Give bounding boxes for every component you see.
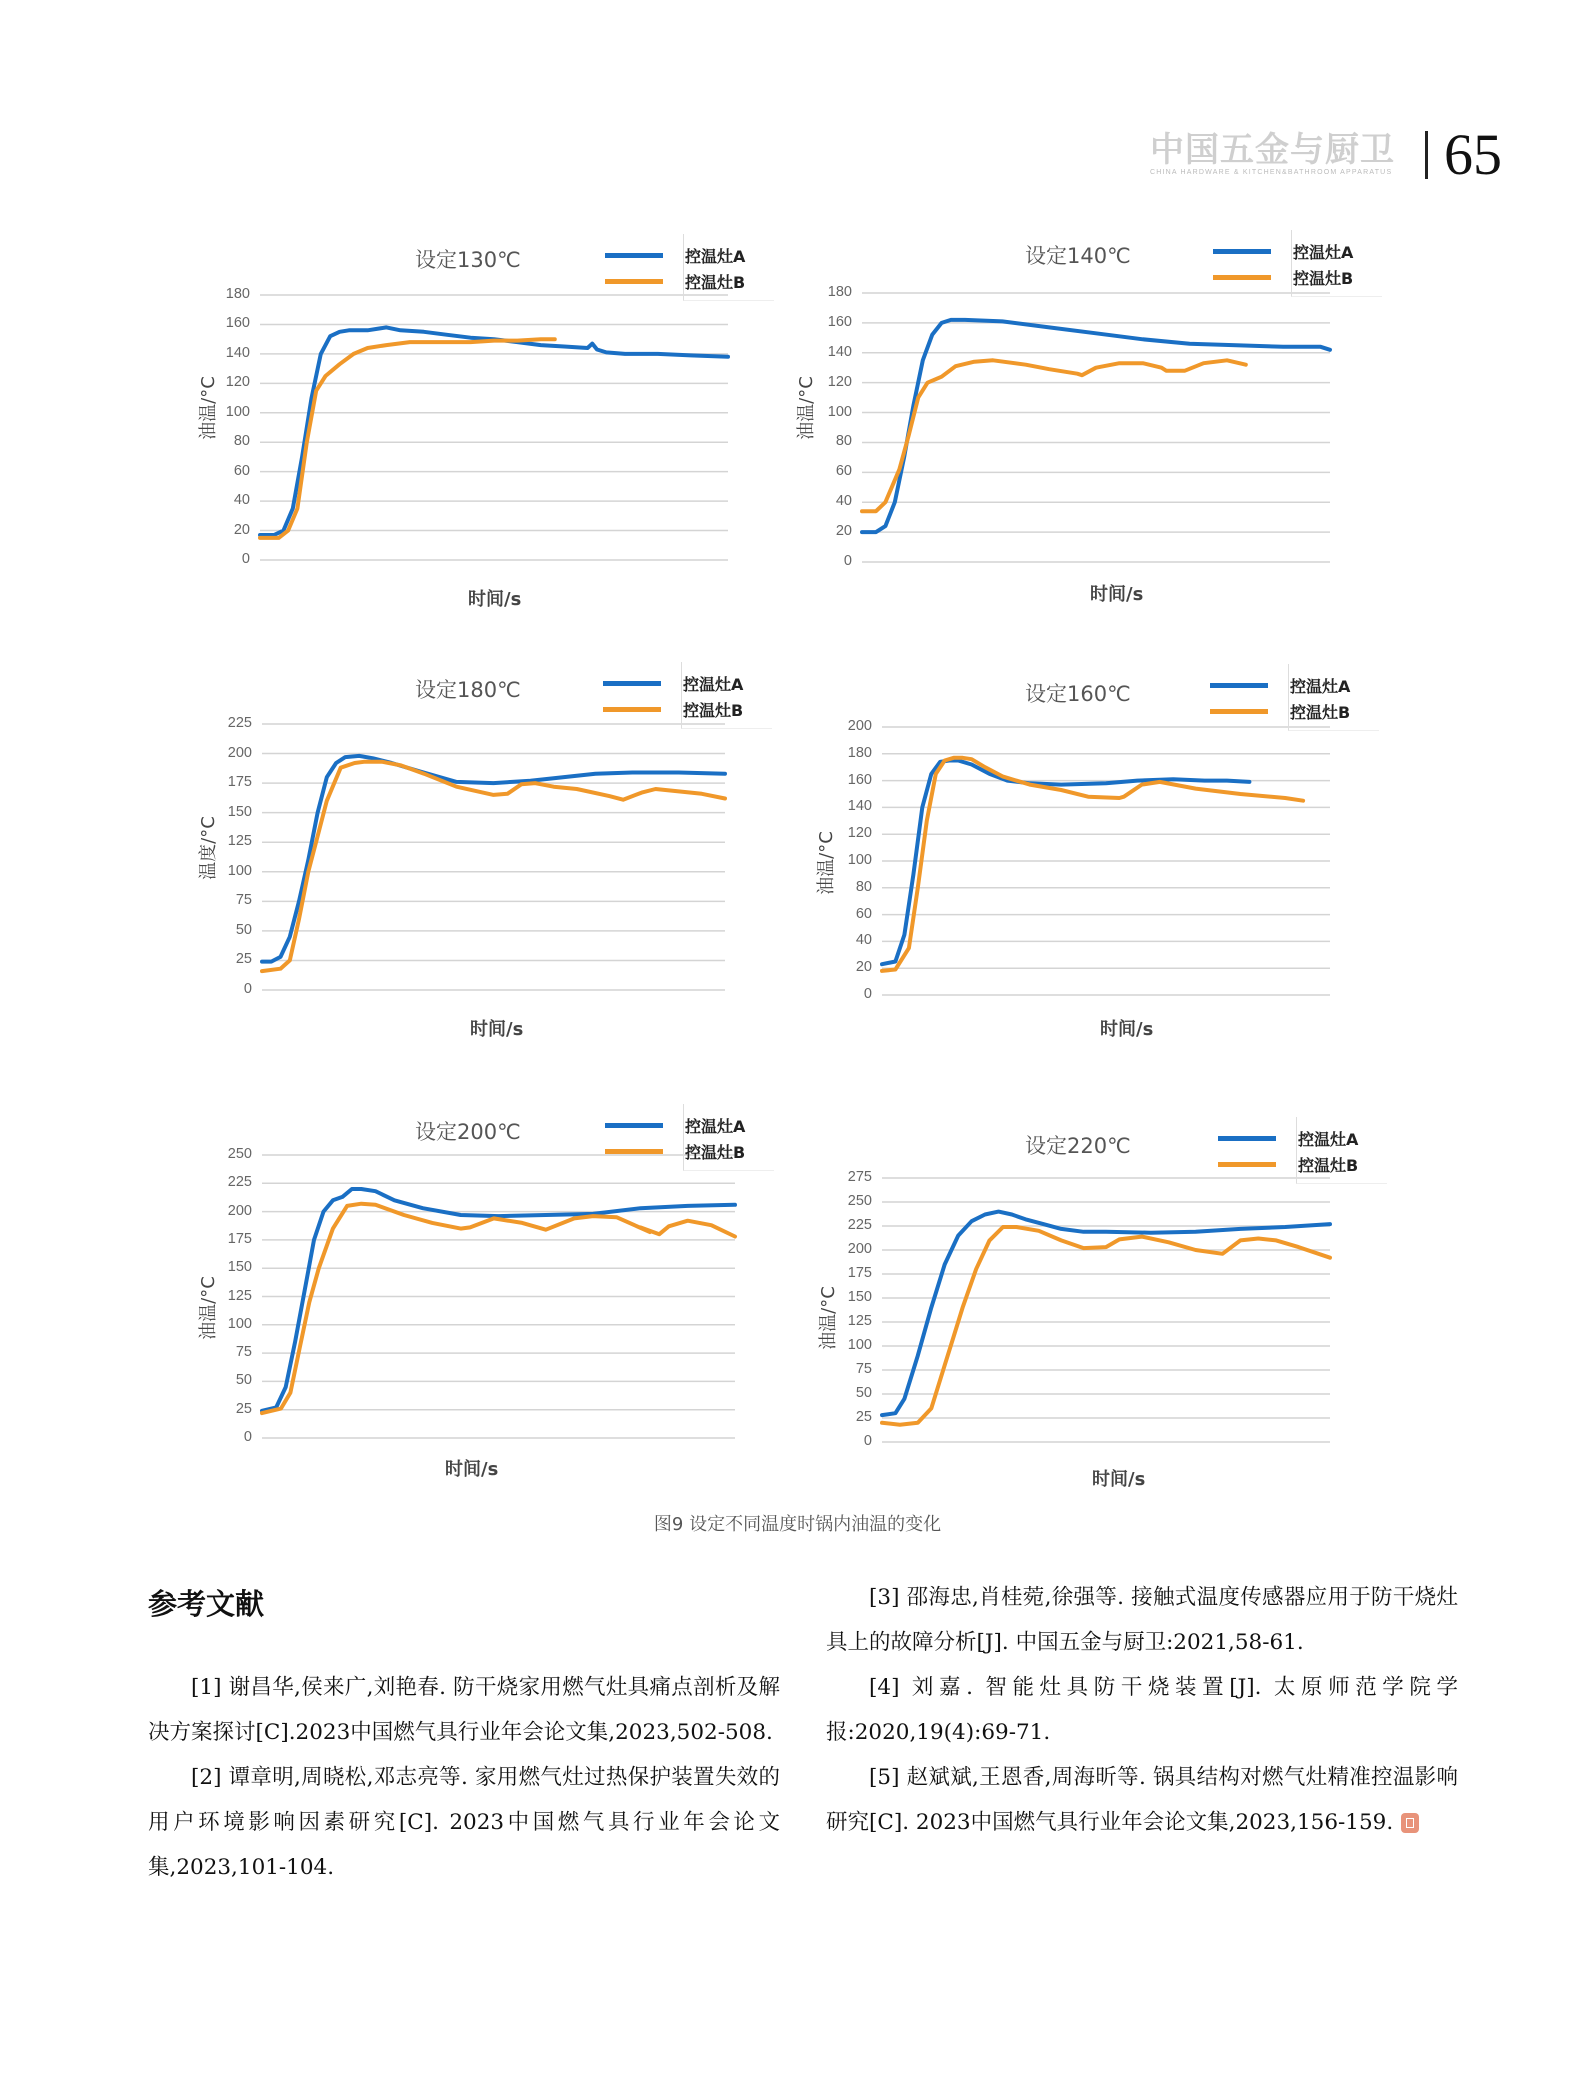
y-tick-label: 200: [847, 718, 872, 734]
y-tick-label: 140: [225, 344, 250, 361]
y-tick-label: 100: [827, 403, 852, 420]
y-tick-label: 180: [225, 286, 250, 302]
y-tick-label: 120: [225, 374, 250, 391]
y-tick-label: 100: [227, 1315, 252, 1332]
y-tick-label: 200: [847, 1241, 872, 1257]
legend-item-a: [605, 242, 745, 268]
chart-title: 设定130℃: [415, 248, 521, 272]
legend-item-b: [1218, 1151, 1358, 1177]
y-tick-label: 0: [843, 553, 852, 569]
y-axis-label: 温度/°C: [198, 816, 219, 880]
y-tick-label: 160: [225, 315, 250, 332]
legend-label: 控温灶B: [1293, 268, 1354, 288]
y-tick-label: 120: [827, 373, 852, 390]
x-axis-label: 时间/s: [470, 1019, 524, 1040]
legend-item-b: [1210, 698, 1350, 724]
legend-swatch-icon: [1210, 709, 1268, 714]
legend-label: 控温灶A: [683, 674, 744, 694]
legend-swatch-icon: [605, 279, 663, 284]
chart-title: 设定140℃: [1025, 244, 1131, 268]
chart-legend: [1213, 238, 1353, 290]
y-tick-label: 25: [235, 1400, 252, 1417]
y-axis-label: 油温/°C: [816, 831, 837, 895]
x-axis-label: 时间/s: [1090, 584, 1144, 605]
legend-label: 控温灶A: [685, 1116, 746, 1136]
legend-item-a: [603, 670, 743, 696]
y-axis-label: 油温/°C: [198, 376, 219, 440]
y-tick-label: 0: [243, 981, 252, 997]
y-tick-label: 60: [855, 905, 872, 922]
y-tick-label: 160: [827, 313, 852, 330]
legend-swatch-icon: [603, 707, 661, 712]
reference-item: [1] 谢昌华,侯来广,刘艳春. 防干烧家用燃气灶具痛点剖析及解决方案探讨[C].2023中国燃气具行业年会论文集,2023,502-508.: [148, 1675, 780, 1745]
reference-item: [4] 刘嘉. 智能灶具防干烧装置[J]. 太原师范学院学报:2020,19(4):69-71.: [826, 1675, 1458, 1745]
y-tick-label: 20: [233, 521, 250, 538]
series-a-line: [260, 327, 728, 535]
chart-plot-area: [200, 670, 800, 1070]
legend-label: 控温灶B: [685, 1142, 746, 1162]
y-tick-label: 140: [827, 343, 852, 360]
legend-label: 控温灶B: [683, 700, 744, 720]
y-tick-label: 150: [847, 1289, 872, 1305]
y-tick-label: 225: [227, 715, 252, 731]
y-tick-label: 160: [847, 771, 872, 788]
y-tick-label: 0: [241, 551, 250, 567]
y-tick-label: 40: [855, 932, 872, 949]
y-tick-label: 100: [227, 862, 252, 879]
legend-label: 控温灶A: [1298, 1129, 1359, 1149]
series-a-line: [862, 320, 1330, 532]
legend-item-a: [605, 1112, 745, 1138]
reference-item: [3] 邵海忠,肖桂菀,徐强等. 接触式温度传感器应用于防干烧灶具上的故障分析[J]. 中国五金与厨卫:2021,58-61.: [826, 1585, 1458, 1655]
y-tick-label: 175: [227, 1230, 252, 1247]
y-tick-label: 80: [855, 878, 872, 895]
y-tick-label: 0: [863, 1433, 872, 1449]
y-tick-label: 40: [233, 492, 250, 509]
legend-label: 控温灶B: [685, 272, 746, 292]
legend-swatch-icon: [1213, 275, 1271, 280]
legend-swatch-icon: [605, 253, 663, 258]
chart-200: [200, 1110, 800, 1510]
y-tick-label: 80: [835, 433, 852, 450]
legend-swatch-icon: [1213, 249, 1271, 254]
legend-item-b: [1213, 264, 1353, 290]
y-tick-label: 100: [847, 852, 872, 868]
legend-swatch-icon: [605, 1123, 663, 1128]
legend-label: 控温灶A: [1290, 676, 1351, 696]
y-tick-label: 225: [227, 1174, 252, 1191]
y-tick-label: 140: [847, 798, 872, 815]
legend-item-b: [605, 1138, 745, 1164]
y-tick-label: 75: [235, 1344, 252, 1361]
reference-text: [5] 赵斌斌,王恩香,周海昕等. 锅具结构对燃气灶精准控温影响研究[C]. 2023中国燃气具行业年会论文集,2023,156-159.: [826, 1765, 1458, 1835]
brand-name-en: CHINA HARDWARE & KITCHEN&BATHROOM APPARATUS: [1150, 169, 1393, 176]
y-tick-label: 200: [227, 744, 252, 761]
references-left-column: [148, 1665, 780, 1890]
y-tick-label: 100: [847, 1337, 872, 1353]
y-tick-label: 120: [847, 825, 872, 842]
y-tick-label: 0: [243, 1429, 252, 1445]
x-axis-label: 时间/s: [1092, 1469, 1146, 1490]
legend-swatch-icon: [1210, 683, 1268, 688]
legend-label: 控温灶A: [685, 246, 746, 266]
y-tick-label: 225: [847, 1217, 872, 1233]
legend-swatch-icon: [603, 681, 661, 686]
y-tick-label: 125: [227, 833, 252, 850]
legend-label: 控温灶B: [1298, 1155, 1359, 1175]
figure-caption: 图9 设定不同温度时锅内油温的变化: [653, 1514, 942, 1535]
y-tick-label: 60: [233, 462, 250, 479]
reference-item: [2] 谭章明,周晓松,邓志亮等. 家用燃气灶过热保护装置失效的用户环境影响因素研究[C]. 2023中国燃气具行业年会论文集,2023,101-104.: [148, 1765, 780, 1880]
y-tick-label: 20: [855, 959, 872, 976]
chart-180: [200, 670, 800, 1070]
series-b-line: [262, 762, 725, 971]
chart-legend: [1210, 672, 1350, 724]
chart-title: 设定180℃: [415, 678, 521, 702]
y-tick-label: 200: [227, 1202, 252, 1219]
legend-item-b: [603, 696, 743, 722]
chart-legend: [605, 1112, 745, 1164]
y-tick-label: 80: [233, 433, 250, 450]
chart-legend: [1218, 1125, 1358, 1177]
brand-name-cn: 中国五金与厨卫: [1150, 130, 1395, 170]
y-tick-label: 100: [225, 403, 250, 420]
y-tick-label: 0: [863, 986, 872, 1002]
references-right-column: [826, 1575, 1458, 1845]
chart-title: 设定220℃: [1025, 1134, 1131, 1158]
y-tick-label: 125: [847, 1313, 872, 1329]
references-heading: 参考文献: [148, 1587, 265, 1621]
y-tick-label: 150: [227, 1259, 252, 1276]
y-axis-label: 油温/°C: [796, 376, 817, 440]
y-tick-label: 20: [835, 523, 852, 540]
y-tick-label: 250: [227, 1146, 252, 1162]
legend-swatch-icon: [1218, 1136, 1276, 1141]
y-tick-label: 275: [847, 1169, 872, 1185]
x-axis-label: 时间/s: [1100, 1019, 1154, 1040]
y-tick-label: 75: [235, 892, 252, 909]
y-tick-label: 50: [235, 921, 252, 938]
y-tick-label: 125: [227, 1287, 252, 1304]
journal-header: [1150, 122, 1502, 187]
y-tick-label: 180: [827, 284, 852, 300]
y-tick-label: 250: [847, 1193, 872, 1209]
y-tick-label: 75: [855, 1361, 872, 1377]
y-tick-label: 60: [835, 463, 852, 480]
header-divider: [1425, 131, 1428, 179]
legend-item-a: [1210, 672, 1350, 698]
chart-140: [796, 240, 1400, 640]
page-number: 65: [1444, 122, 1502, 187]
chart-title: 设定160℃: [1025, 682, 1131, 706]
x-axis-label: 时间/s: [468, 589, 522, 610]
legend-item-b: [605, 268, 745, 294]
chart-legend: [603, 670, 743, 722]
legend-label: 控温灶B: [1290, 702, 1351, 722]
y-axis-label: 油温/°C: [198, 1276, 219, 1340]
article-end-mark-icon: [1401, 1813, 1419, 1833]
chart-160: [800, 670, 1400, 1070]
y-tick-label: 50: [855, 1385, 872, 1401]
legend-swatch-icon: [605, 1149, 663, 1154]
y-tick-label: 50: [235, 1372, 252, 1389]
legend-item-a: [1213, 238, 1353, 264]
y-tick-label: 180: [847, 744, 872, 761]
y-axis-label: 油温/°C: [818, 1286, 839, 1350]
chart-130: [200, 240, 800, 640]
y-tick-label: 25: [855, 1409, 872, 1425]
y-tick-label: 40: [835, 493, 852, 510]
chart-220: [800, 1120, 1400, 1520]
journal-brand: [1150, 132, 1395, 178]
x-axis-label: 时间/s: [445, 1459, 499, 1480]
y-tick-label: 175: [847, 1265, 872, 1281]
chart-title: 设定200℃: [415, 1120, 521, 1144]
y-tick-label: 25: [235, 951, 252, 968]
y-tick-label: 150: [227, 803, 252, 820]
series-a-line: [882, 1212, 1330, 1416]
legend-swatch-icon: [1218, 1162, 1276, 1167]
legend-item-a: [1218, 1125, 1358, 1151]
legend-label: 控温灶A: [1293, 242, 1354, 262]
series-a-line: [262, 1189, 735, 1411]
reference-item: [826, 1755, 1458, 1845]
chart-legend: [605, 242, 745, 294]
y-tick-label: 175: [227, 774, 252, 791]
series-b-line: [882, 758, 1303, 971]
